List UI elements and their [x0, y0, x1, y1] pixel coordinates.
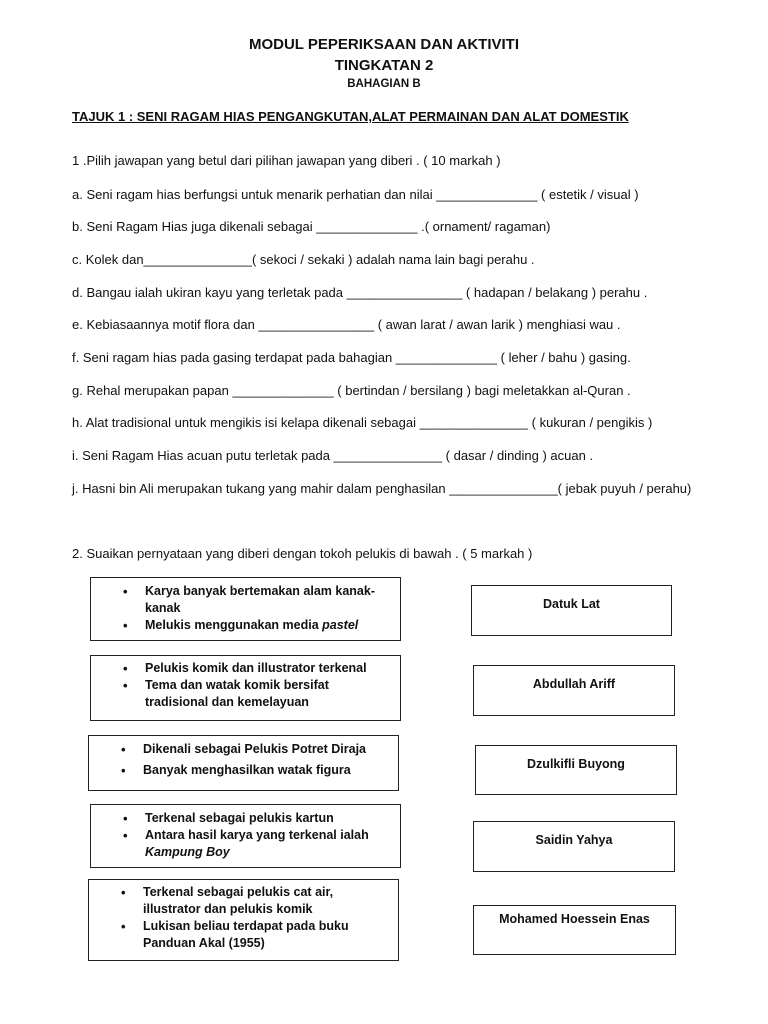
- q1-item-e: e. Kebiasaannya motif flora dan ________________ ( awan larat / awan larik ) menghiasi wau .: [72, 317, 621, 332]
- artist-box-5: [473, 905, 676, 955]
- statement-box-2: [90, 655, 401, 721]
- q1-item-d: d. Bangau ialah ukiran kayu yang terletak pada ________________ ( hadapan / belakang ) perahu .: [72, 285, 648, 300]
- page-level: TINGKATAN 2: [334, 57, 434, 74]
- statement-5-bullet-2: • Lukisan beliau terdapat pada buku Panduan Akal (1955): [143, 918, 390, 952]
- artist-box-4: [473, 821, 675, 872]
- statement-box-4: [90, 804, 401, 868]
- q1-item-h: h. Alat tradisional untuk mengikis isi kelapa dikenali sebagai _______________ ( kukuran / pengikis ): [72, 415, 653, 430]
- statement-1-bullet-2: • Melukis menggunakan media pastel: [145, 617, 392, 634]
- artist-box-3: [475, 745, 677, 795]
- page-title: MODUL PEPERIKSAAN DAN AKTIVITI: [248, 36, 519, 53]
- q1-item-f: f. Seni ragam hias pada gasing terdapat pada bahagian ______________ ( leher / bahu ) gasing.: [72, 350, 631, 365]
- q1-item-j: j. Hasni bin Ali merupakan tukang yang mahir dalam penghasilan _______________( jebak puyuh / perahu): [72, 481, 692, 496]
- statement-2-bullet-2: • Tema dan watak komik bersifat tradisional dan kemelayuan: [145, 677, 392, 711]
- artist-box-1: [471, 585, 672, 636]
- page-section: BAHAGIAN B: [347, 78, 421, 90]
- q1-instruction: 1 .Pilih jawapan yang betul dari pilihan jawapan yang diberi . ( 10 markah ): [72, 153, 501, 168]
- q1-item-a: a. Seni ragam hias berfungsi untuk menarik perhatian dan nilai ______________ ( estetik / visual ): [72, 187, 639, 202]
- statement-5-bullet-1: • Terkenal sebagai pelukis cat air, illustrator dan pelukis komik: [143, 884, 390, 918]
- artist-box-2: [473, 665, 675, 716]
- statement-3-bullet-1: • Dikenali sebagai Pelukis Potret Diraja: [143, 741, 390, 758]
- artist-name-3: Dzulkifli Buyong: [527, 757, 625, 771]
- statement-box-3: [88, 735, 399, 791]
- statement-4-bullet-1: • Terkenal sebagai pelukis kartun: [145, 810, 392, 827]
- statement-4-bullet-2: • Antara hasil karya yang terkenal ialah Kampung Boy: [145, 827, 392, 861]
- artist-name-5: Mohamed Hoessein Enas: [499, 912, 650, 926]
- statement-box-1: [90, 577, 401, 641]
- q1-item-g: g. Rehal merupakan papan ______________ ( bertindan / bersilang ) bagi meletakkan al-Quran .: [72, 383, 631, 398]
- q1-item-i: i. Seni Ragam Hias acuan putu terletak pada _______________ ( dasar / dinding ) acuan .: [72, 448, 594, 463]
- q1-item-b: b. Seni Ragam Hias juga dikenali sebagai ______________ .( ornament/ ragaman): [72, 219, 551, 234]
- artist-name-4: Saidin Yahya: [535, 833, 613, 847]
- artist-name-2: Abdullah Ariff: [532, 677, 616, 691]
- q1-item-c: c. Kolek dan_______________( sekoci / sekaki ) adalah nama lain bagi perahu .: [72, 252, 535, 267]
- statement-box-5: [88, 879, 399, 961]
- statement-3-bullet-2: • Banyak menghasilkan watak figura: [143, 762, 390, 779]
- q2-instruction: 2. Suaikan pernyataan yang diberi dengan tokoh pelukis di bawah . ( 5 markah ): [72, 546, 533, 561]
- statement-1-bullet-1: • Karya banyak bertemakan alam kanak-kanak: [145, 583, 392, 617]
- artist-name-1: Datuk Lat: [543, 597, 600, 611]
- statement-2-bullet-1: • Pelukis komik dan illustrator terkenal: [145, 660, 392, 677]
- topic-heading: TAJUK 1 : SENI RAGAM HIAS PENGANGKUTAN,ALAT PERMAINAN DAN ALAT DOMESTIK: [72, 109, 629, 124]
